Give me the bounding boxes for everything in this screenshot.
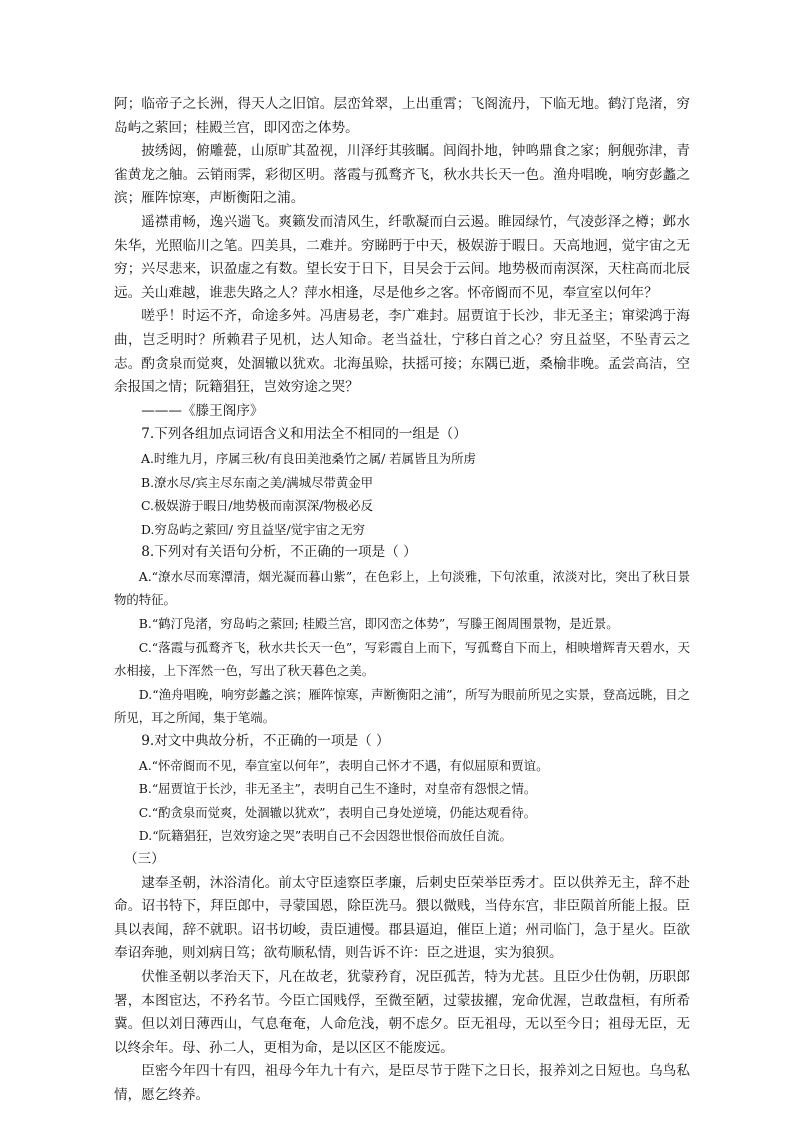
passage1-paragraph-2: 披绣闼，俯雕甍，山原旷其盈视，川泽纡其骇瞩。闾阎扑地，钟鸣鼎食之家；舸舰弥津，青雀黄龙之舳。云销雨霁，彩彻区明。落霞与孤鹜齐飞，秋水共长天一色。渔舟唱晚，响穷彭蠡之滨；雁阵惊寒，声断衡阳之浦。 <box>114 143 690 207</box>
question-7-stem: 7.下列各组加点词语含义和用法全不相同的一组是（） <box>141 426 467 443</box>
question-9-option-c: C.“酌贪泉而觉爽，处涸辙以犹欢”，表明自己身处逆境，仍能达观看待。 <box>138 804 537 820</box>
question-9-stem: 9.对文中典故分析，不正确的一项是（ ） <box>141 733 390 750</box>
passage3-paragraph-3: 臣密今年四十有四，祖母今年九十有六，是臣尽节于陛下之日长，报养刘之日短也。乌鸟私情，愿乞终养。 <box>114 1063 690 1103</box>
question-8-option-a: A.“潦水尽而寒潭清，烟光凝而暮山紫”，在色彩上，上句淡雅，下句浓重，浓淡对比，突出了秋日景物的特征。 <box>114 568 690 608</box>
passage3-paragraph-2: 伏惟圣朝以孝治天下，凡在故老，犹蒙矜育，况臣孤苦，特为尤甚。且臣少仕伪朝，历职郎署，本图宦达，不矜名节。今臣亡国贱俘，至微至陋，过蒙拔擢，宠命优渥，岂敢盘桓，有所希冀。但以刘日薄西山，气息奄奄，人命危浅，朝不虑夕。臣无祖母，无以至今日；祖母无臣，无以终余年。母、孙二人，更相为命，是以区区不能废远。 <box>114 968 690 1056</box>
question-8-stem: 8.下列对有关语句分析，不正确的一项是（ ） <box>141 544 417 561</box>
question-9-option-d: D.“阮籍猖狂，岂效穷途之哭”表明自己不会因怨世恨俗而放任自流。 <box>138 828 512 844</box>
question-9-option-b: B.“屈贾谊于长沙，非无圣主”，表明自己生不逢时，对皇帝有怨恨之情。 <box>138 781 537 797</box>
section-heading-3: （三） <box>124 851 165 867</box>
question-7-option-c: C.极娱游于暇日/地势极而南溟深/物极必反 <box>141 498 373 514</box>
question-7-option-d: D.穷岛屿之萦回/ 穷且益坚/觉宇宙之无穷 <box>141 521 365 537</box>
passage1-paragraph-1: 阿；临帝子之长洲，得天人之旧馆。层峦耸翠，上出重霄；飞阁流丹，下临无地。鹤汀凫渚，穷岛屿之萦回；桂殿兰宫，即冈峦之体势。 <box>114 96 690 136</box>
passage1-paragraph-3: 遥襟甫畅，逸兴遄飞。爽籁发而清风生，纤歌凝而白云遏。睢园绿竹，气凌彭泽之樽；邺水朱华，光照临川之笔。四美具，二难并。穷睇眄于中天，极娱游于暇日。天高地迥，觉宇宙之无穷；兴尽悲来，识盈虚之有数。望长安于日下，目吴会于云间。地势极而南溟深，天柱高而北辰远。关山难越，谁悲失路之人？萍水相逢，尽是他乡之客。怀帝阍而不见，奉宣室以何年？ <box>114 213 690 301</box>
passage-source: ———《滕王阁序》 <box>141 402 264 419</box>
passage1-paragraph-4: 嗟乎！时运不齐，命途多舛。冯唐易老，李广难封。屈贾谊于长沙，非无圣主；窜梁鸿于海曲，岂乏明时？所赖君子见机，达人知命。老当益壮，宁移白首之心？穷且益坚，不坠青云之志。酌贪泉而觉爽，处涸辙以犹欢。北海虽赊，扶摇可接；东隅已逝，桑榆非晚。孟尝高洁，空余报国之情；阮籍猖狂，岂效穷途之哭？ <box>114 308 690 396</box>
question-8-option-d: D.“渔舟唱晚，响穷彭蠡之滨；雁阵惊寒，声断衡阳之浦”，所写为眼前所见之实景，登高远眺，目之所见，耳之所闻，集于笔端。 <box>114 686 690 726</box>
question-8-option-c: C.“落霞与孤鹜齐飞，秋水共长天一色”，写彩霞自上而下，写孤鹜自下而上，相映增辉青天碧水，天水相接，上下浑然一色，写出了秋天暮色之美。 <box>114 639 690 679</box>
question-8-option-b: B.“鹤汀凫渚，穷岛屿之萦回; 桂殿兰宫，即冈峦之体势”，写滕王阁周围景物，是近景。 <box>138 616 619 632</box>
question-7-option-b: B.潦水尽/宾主尽东南之美/满城尽带黄金甲 <box>141 474 374 490</box>
passage3-paragraph-1: 逮奉圣朝，沐浴清化。前太守臣逵察臣孝廉，后刺史臣荣举臣秀才。臣以供养无主，辞不赴命。诏书特下，拜臣郎中，寻蒙国恩，除臣洗马。猥以微贱，当侍东宫，非臣陨首所能上报。臣具以表闻，辞不就职。诏书切峻，责臣逋慢。郡县逼迫，催臣上道；州司临门，急于星火。臣欲奉诏奔驰，则刘病日笃；欲苟顺私情，则告诉不许：臣之进退，实为狼狈。 <box>114 874 690 962</box>
question-9-option-a: A.“怀帝阍而不见，奉宣室以何年”，表明自己怀才不遇，有似屈原和贾谊。 <box>138 757 549 773</box>
question-7-option-a: A.时维九月，序属三秋/有良田美池桑竹之属/ 若属皆且为所虏 <box>141 450 476 466</box>
